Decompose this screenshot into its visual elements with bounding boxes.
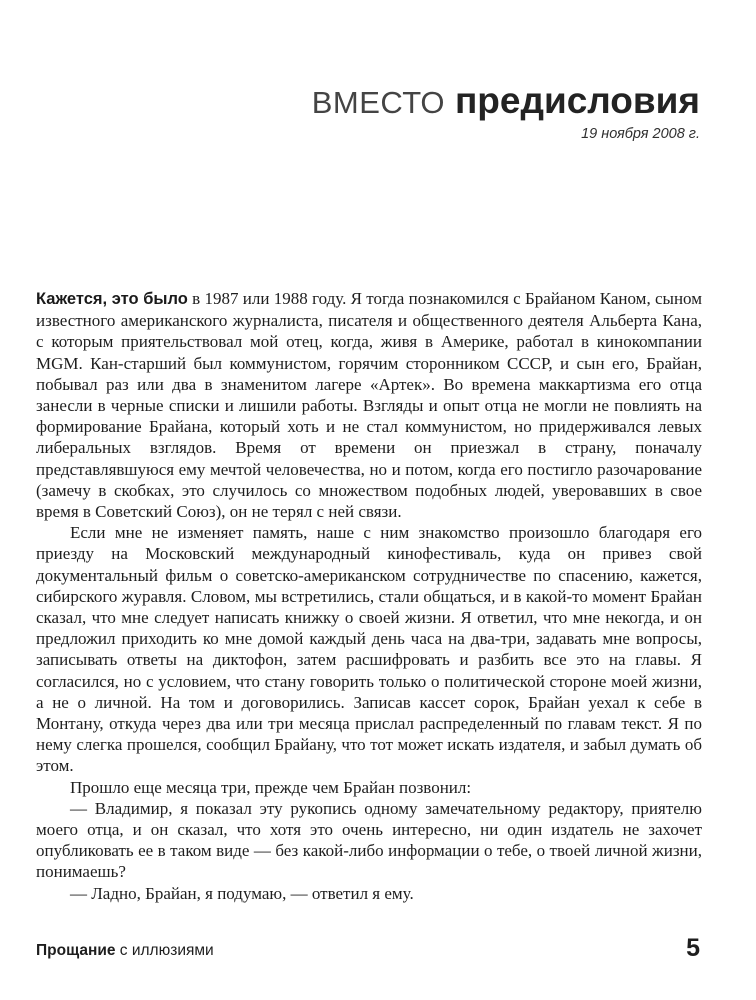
chapter-heading: [312, 82, 700, 119]
paragraph-2: Если мне не изменяет память, наше с ним знакомство произошло благодаря его приезду на Московский международный кинофестиваль, куда он привез свой документальный фильм о советско-американском сотрудничестве по спасению, кажется, сибирского журавля. Словом, мы встретились, стали общаться, и в какой-то момент Брайан сказал, что мне следует написать книжку о своей жизни. Я ответил, что мне некогда, и он предложил приходить ко мне домой каждый день часа на два-три, задавать мне вопросы, записывать ответы на диктофон, затем расшифровать и разбить все это на главы. Я согласился, но с условием, что стану говорить только о политической стороне моей жизни, а не о личной. На том и договорились. Записав кассет сорок, Брайан уехал к себе в Монтану, откуда через два или три месяца прислал распределенный по главам текст. Я по нему слегка прошелся, сообщил Брайану, что тот может искать издателя, и забыл думать об этом.: [36, 523, 702, 776]
paragraph-4: — Владимир, я показал эту рукопись одному замечательному редактору, приятелю моего отца, и он сказал, что хотя это очень интересно, ни один издатель не захочет опубликовать ее в таком виде — без какой-либо информации о тебе, о твоей личной жизни, понимаешь?: [36, 798, 702, 882]
lead-in-phrase: Кажется, это было: [36, 290, 188, 308]
chapter-heading-bold: предисловия: [454, 80, 700, 121]
footer-title-bold: Прощание: [36, 942, 116, 959]
paragraph-3: Прошло еще месяца три, прежде чем Брайан позвонил:: [70, 777, 472, 797]
footer-title-rest: с иллюзиями: [115, 942, 214, 959]
chapter-heading-light: ВМЕСТО: [311, 85, 445, 120]
page-number: 5: [686, 934, 700, 962]
body-text: [36, 288, 702, 904]
paragraph-1: [36, 288, 702, 522]
chapter-date: 19 ноября 2008 г.: [581, 126, 700, 142]
running-footer-title: [36, 942, 214, 960]
paragraph-1-text: в 1987 или 1988 году. Я тогда познакомился с Брайаном Каном, сыном известного американского журналиста, писателя и общественного деятеля Альберта Кана, с которым приятельствовал мой отец, когда, живя в Америке, работал в кинокомпании MGM. Кан-старший был коммунистом, горячим сторонником СССР, и сын его, Брайан, побывал раз или два в знаменитом лагере «Артек». Во времена маккартизма его отца занесли в черные списки и лишили работы. Взгляды и опыт отца не могли не повлиять на формирование Брайана, который хоть и не стал коммунистом, но придерживался левых либеральных взглядов. Время от времени он приезжал в страну, поначалу представлявшуюся ему мечтой человечества, но и потом, когда его постигло разочарование (замечу в скобках, это случилось со множеством подобных людей, уверовавших в свое время в Советский Союз), он не терял с ней связи.: [36, 289, 702, 522]
paragraph-5: — Ладно, Брайан, я подумаю, — ответил я ему.: [70, 883, 414, 903]
